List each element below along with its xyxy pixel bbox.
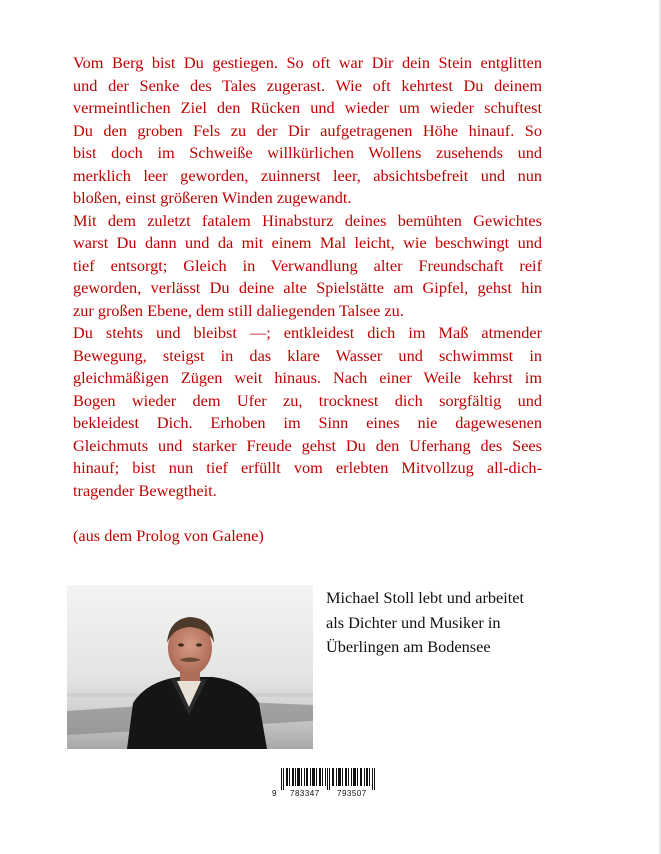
- text-line: Du stehts und bleibst —; entkleidest dich im Maß atmender: [73, 323, 542, 342]
- paragraph-2: [73, 210, 542, 323]
- prologue-text: [73, 52, 542, 502]
- author-bio: [326, 586, 524, 660]
- text-line: Bewegung, steigst in das klare Wasser und schwimmst in: [73, 345, 542, 365]
- isbn-barcode: [279, 768, 389, 806]
- text-line: bist doch im Schweiße willkürlichen Wollens zusehends und: [73, 143, 542, 162]
- text-line: Vom Berg bist Du gestiegen. So oft war Dir dein Stein entglitten: [73, 53, 542, 72]
- text-line: Gleichmuts und starker Freude gehst Du den Uferhang des Sees: [73, 435, 542, 455]
- text-line: Mit dem zuletzt fatalem Hinabsturz deines bemühten Gewichtes: [73, 210, 542, 230]
- text-line: merklich leer geworden, zuinnerst leer, absichtsbefreit und nun: [73, 165, 542, 185]
- isbn-digit-prefix: 9: [272, 789, 277, 798]
- isbn-digits-left: 783347: [290, 789, 320, 798]
- text-line: bloßen, einst größeren Winden zugewandt.: [73, 188, 352, 207]
- text-line: Bogen wieder dem Ufer zu, trocknest dich sorgfältig und: [73, 390, 542, 410]
- author-photo: [67, 585, 313, 749]
- text-line: vermeintlichen Ziel den Rücken und wieder um wieder schuftest: [73, 98, 542, 117]
- text-line: warst Du dann und da mit einem Mal leicht, wie beschwingt und: [73, 233, 542, 252]
- text-line: Du den groben Fels zu der Dir aufgetragenen Höhe hinauf. So: [73, 120, 542, 140]
- bio-line: Überlingen am Bodensee: [326, 637, 491, 656]
- text-line: zur großen Ebene, dem still daliegenden Talsee zu.: [73, 300, 404, 320]
- text-line: hinauf; bist nun tief erfüllt vom erlebten Mitvollzug all-dich-: [73, 458, 542, 477]
- bio-line: Michael Stoll lebt und arbeitet: [326, 588, 525, 607]
- text-line: bekleidest Dich. Erhoben im Sinn eines nie dagewesenen: [73, 413, 542, 432]
- text-line: tief entsorgt; Gleich in Verwandlung alter Freundschaft reif: [73, 255, 542, 275]
- text-line: geworden, verlässt Du deine alte Spielstätte am Gipfel, gehst hin: [73, 278, 542, 297]
- paragraph-1: [73, 52, 542, 210]
- paragraph-3: [73, 322, 542, 502]
- text-line: gleichmäßigen Zügen weit hinaus. Nach einer Weile kehrst im: [73, 368, 542, 387]
- text-line: und der Senke des Tales zugerast. Wie oft kehrtest Du deinem: [73, 75, 542, 95]
- isbn-digits-right: 793507: [337, 789, 367, 798]
- source-citation: (aus dem Prolog von Galene): [73, 526, 264, 545]
- bio-line: als Dichter und Musiker in: [326, 612, 501, 632]
- text-line: tragender Bewegtheit.: [73, 480, 217, 500]
